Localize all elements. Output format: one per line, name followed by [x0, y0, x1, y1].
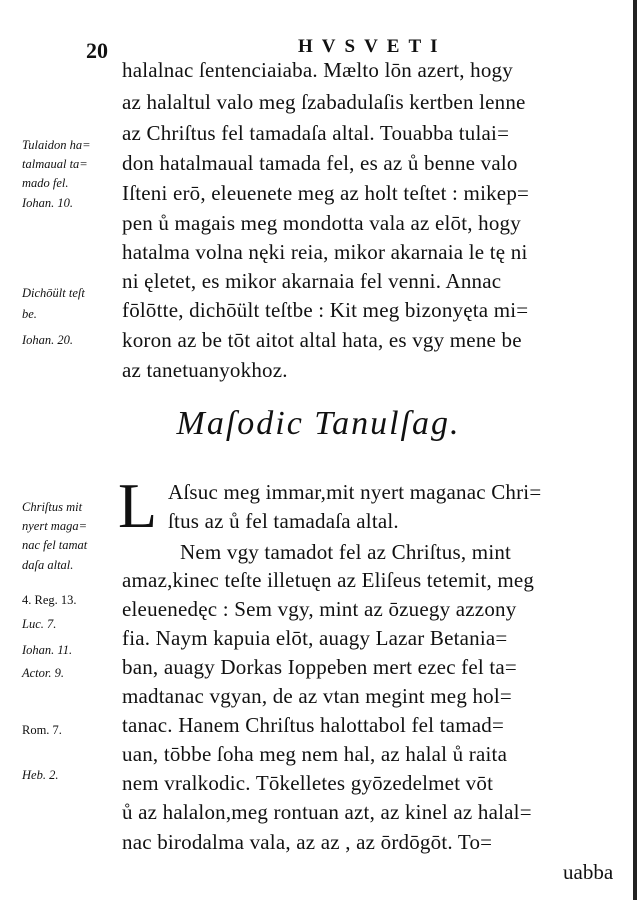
section-title: Maſodic Tanulſag.	[176, 405, 461, 442]
body-line: ban, auagy Dorkas Ioppeben mert ezec fel ta=	[122, 655, 517, 679]
margin-note-line: talmaual ta=	[22, 157, 88, 171]
body-line: ſtus az ů fel tamadaſa altal.	[168, 509, 399, 533]
margin-note-line: Rom. 7.	[22, 723, 62, 737]
margin-note-line: Iohan. 10.	[22, 196, 74, 210]
body-line: ni ęletet, es mikor akarnaia fel venni. Annac	[122, 269, 502, 293]
body-line: fia. Naym kapuia elōt, auagy Lazar Betania=	[122, 626, 508, 650]
margin-note-line: Chriſtus mit	[22, 500, 83, 514]
margin-note-line: 4. Reg. 13.	[22, 593, 77, 607]
body-line: Aſsuc meg immar,mit nyert maganac Chri=	[168, 480, 542, 504]
margin-note-line: Iohan. 11.	[22, 643, 73, 657]
body-line: don hatalmaual tamada fel, es az ů benne valo	[122, 151, 518, 175]
page-edge-shadow	[633, 0, 637, 900]
body-line: tanac. Hanem Chriſtus halottabol fel tamad=	[122, 713, 504, 737]
margin-note-line: mado fel.	[22, 176, 69, 190]
margin-note-line: be.	[22, 307, 37, 321]
body-line: ů az halalon,meg rontuan azt, az kinel az halal=	[122, 800, 532, 824]
body-line: koron az be tōt aitot altal hata, es vgy mene be	[122, 328, 522, 352]
body-line: nac birodalma vala, az az , az ōrdōgōt. To=	[122, 830, 493, 854]
body-line: madtanac vgyan, de az vtan megint meg hol=	[122, 684, 512, 708]
page-number: 20	[86, 38, 108, 63]
body-line: az Chriſtus fel tamadaſa altal. Touabba tulai=	[122, 121, 510, 145]
margin-note-line: Tulaidon ha=	[22, 138, 91, 152]
drop-cap: L	[118, 470, 158, 541]
catchword: uabba	[563, 860, 614, 884]
body-line: pen ů magais meg mondotta vala az elōt, hogy	[122, 211, 521, 235]
body-line: halalnac ſentenciaiaba. Mælto lōn azert, hogy	[122, 58, 513, 82]
body-line: az halaltul valo meg ſzabadulaſis kertben lenne	[122, 90, 526, 114]
margin-note-line: Iohan. 20.	[22, 333, 74, 347]
body-line: fōlōtte, dichōült teſtbe : Kit meg bizonyęta mi=	[122, 298, 529, 322]
running-title: HVSVETI	[298, 36, 447, 57]
body-line: amaz,kinec teſte illetuęn az Eliſeus tetemit, meg	[122, 568, 535, 592]
margin-note-line: Heb. 2.	[22, 768, 59, 782]
margin-note-line: Luc. 7.	[22, 617, 57, 631]
body-line: nem vralkodic. Tōkelletes gyōzedelmet vōt	[122, 771, 494, 795]
body-line: Nem vgy tamadot fel az Chriſtus, mint	[180, 540, 512, 564]
margin-note-line: Dichōült teſt	[22, 286, 85, 300]
body-line: Iſteni erō, eleuenete meg az holt teſtet : mikep=	[122, 181, 530, 205]
body-line: az tanetuanyokhoz.	[122, 358, 288, 382]
margin-note-line: nyert maga=	[22, 519, 88, 533]
body-line: uan, tōbbe ſoha meg nem hal, az halal ů raita	[122, 742, 508, 766]
body-line: hatalma volna nęki reia, mikor akarnaia le tę ni	[122, 240, 528, 264]
body-line: eleuenedęc : Sem vgy, mint az ōzuegy azzony	[122, 597, 517, 621]
margin-note-line: daſa altal.	[22, 558, 74, 572]
margin-note-line: Actor. 9.	[22, 666, 65, 680]
margin-note-line: nac fel tamat	[22, 538, 88, 552]
